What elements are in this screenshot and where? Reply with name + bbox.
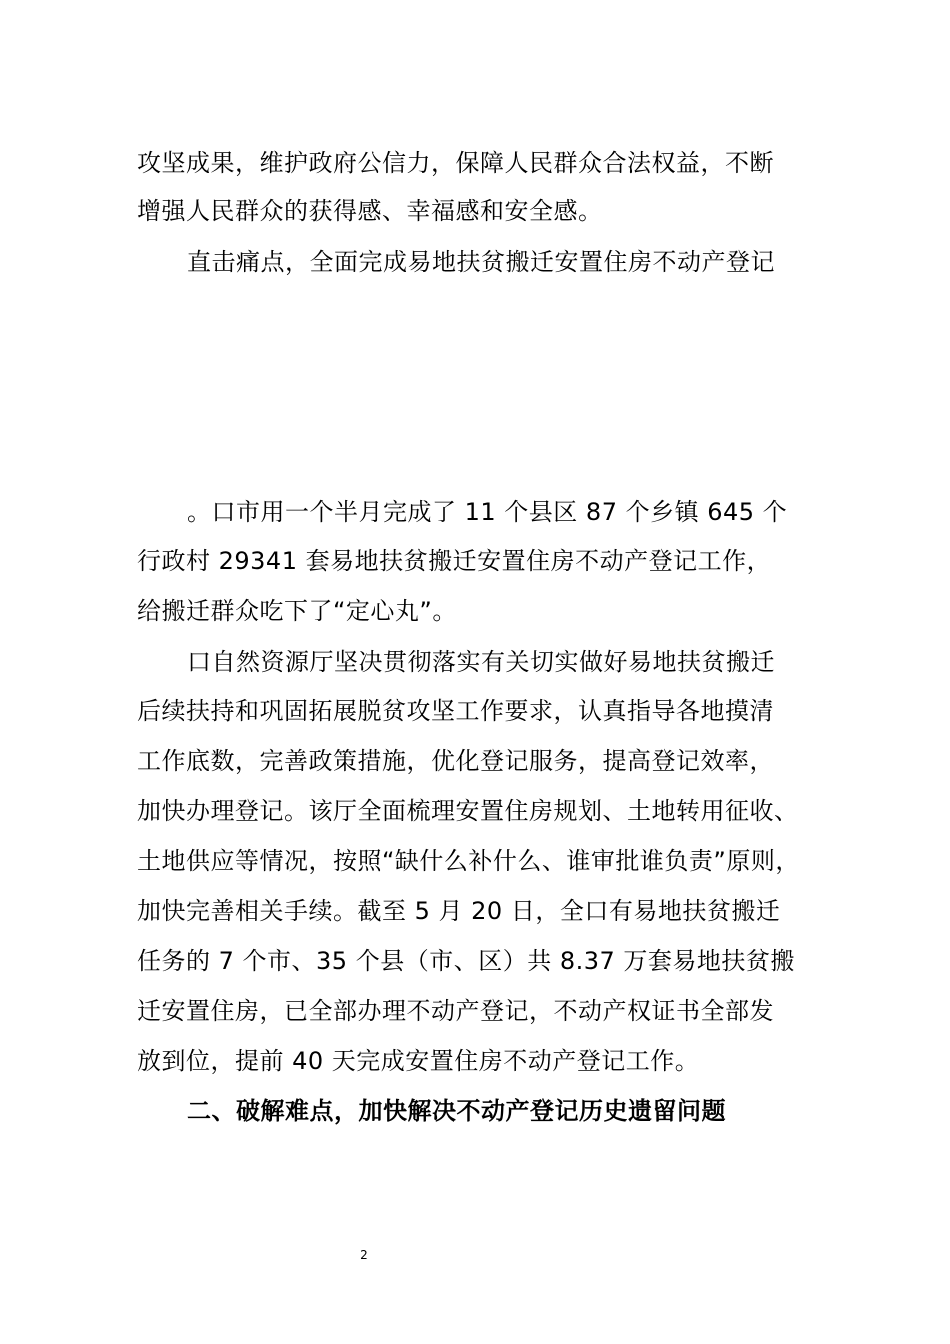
text-line: 加快完善相关手续。截至 5 月 20 日，全口有易地扶贫搬迁 (137, 897, 781, 925)
section-heading: 二、破解难点，加快解决不动产登记历史遗留问题 (187, 1097, 726, 1125)
text-line: 行政村 29341 套易地扶贫搬迁安置住房不动产登记工作， (137, 547, 772, 575)
text-line: 土地供应等情况，按照“缺什么补什么、谁审批谁负责”原则， (137, 847, 800, 875)
page-number: 2 (360, 1248, 368, 1262)
text-line: 放到位，提前 40 天完成安置住房不动产登记工作。 (137, 1047, 700, 1075)
text-line: 加快办理登记。该厅全面梳理安置住房规划、土地转用征收、 (137, 797, 799, 825)
text-line: 后续扶持和巩固拓展脱贫攻坚工作要求，认真指导各地摸清 (137, 697, 774, 725)
text-line: 任务的 7 个市、35 个县（市、区）共 8.37 万套易地扶贫搬 (137, 947, 795, 975)
text-line: 迁安置住房，已全部办理不动产登记，不动产权证书全部发 (137, 997, 774, 1025)
text-line: 增强人民群众的获得感、幸福感和安全感。 (137, 197, 603, 225)
text-line: 口自然资源厅坚决贯彻落实有关切实做好易地扶贫搬迁 (187, 648, 775, 676)
text-line: 攻坚成果，维护政府公信力，保障人民群众合法权益，不断 (137, 149, 774, 177)
text-line: 。口市用一个半月完成了 11 个县区 87 个乡镇 645 个 (187, 498, 788, 526)
text-line: 给搬迁群众吃下了“定心丸”。 (137, 597, 457, 625)
text-line: 工作底数，完善政策措施，优化登记服务，提高登记效率， (137, 747, 774, 775)
text-line: 直击痛点，全面完成易地扶贫搬迁安置住房不动产登记 (187, 248, 775, 276)
